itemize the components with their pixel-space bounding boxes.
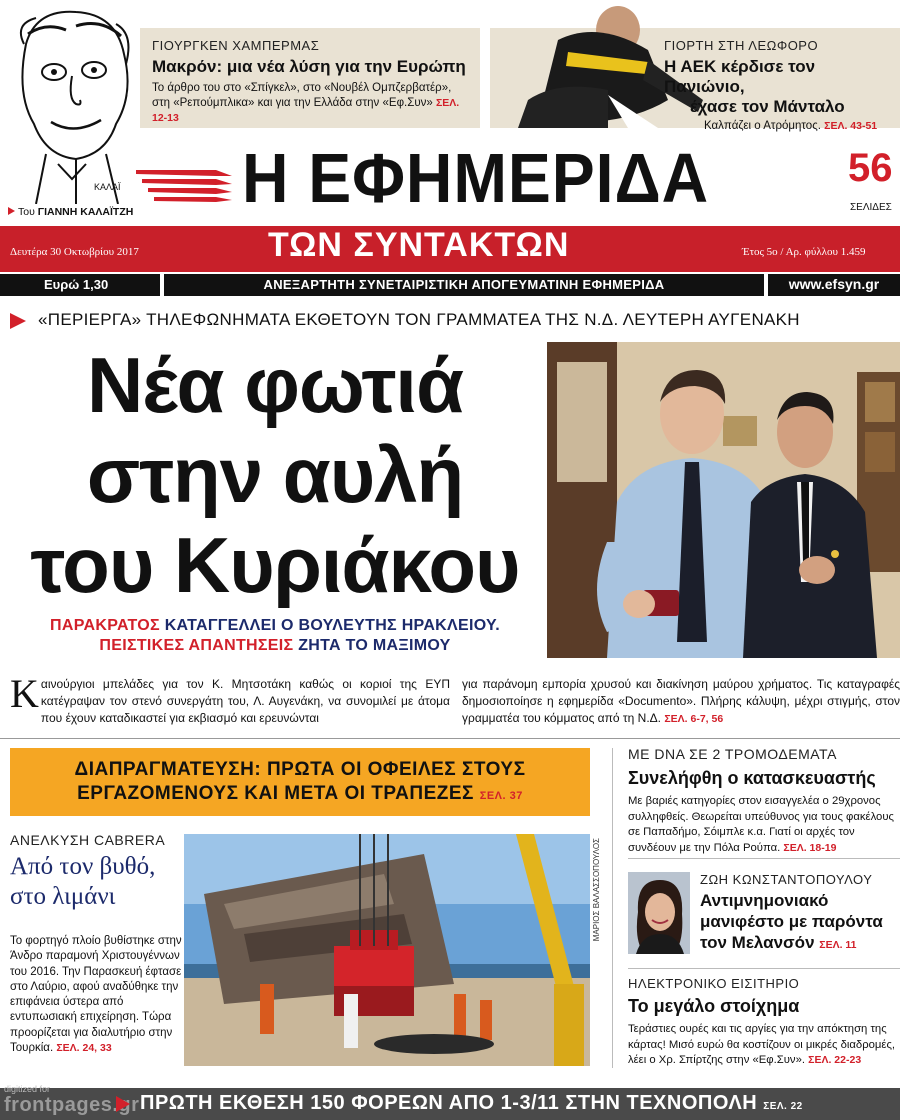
- ticket-text: Τεράστιες ουρές και τις αργίες για την απόκτηση της κάρτας! Μισό ευρώ θα κοστίζουν οι μικρές διαδρομές, λέει ο Χρ. Σπίρτζης στην «Εφ.Συν». ΣΕΛ. 22-23: [628, 1023, 896, 1066]
- top-right-page: ΣΕΛ. 43-51: [824, 120, 878, 132]
- column-divider: [612, 748, 613, 1068]
- masthead-subtitle: ΤΩΝ ΣΥΝΤΑΚΤΩΝ: [268, 226, 570, 264]
- divider: [628, 968, 900, 969]
- dropcap: Κ: [10, 671, 39, 716]
- portrait-photo: [628, 872, 690, 954]
- manifesto-page: ΣΕΛ. 11: [819, 939, 857, 951]
- main-story-page: ΣΕΛ. 6-7, 56: [664, 713, 724, 725]
- arrest-text: Με βαριές κατηγορίες στον εισαγγελέα ο 29χρονος συλληφθείς. Θεωρείται υπεύθυνος για τους φακέλους σε Παπαδήμο, Σόιμπλε κ.α. Γιατί οι αρχές τον συνδέουν με την Πόλα Ρούπα. ΣΕΛ. 18-19: [628, 795, 894, 854]
- tagline: ΑΝΕΞΑΡΤΗΤΗ ΣΥΝΕΤΑΙΡΙΣΤΙΚΗ ΑΠΟΓΕΥΜΑΤΙΝΗ ΕΦΗΜΕΡΙΔΑ: [164, 274, 764, 296]
- masthead-pen-logo-icon: [136, 164, 236, 204]
- cabrera-kicker: ΑΝΕΛΚΥΣΗ CABRERA: [10, 832, 166, 848]
- top-right-text: Καλπάζει ο Ατρόμητος. ΣΕΛ. 43-51: [704, 120, 878, 132]
- caricature-credit: Του ΓΙΑΝΝΗ ΚΑΛΑΪΤΖΗ: [8, 206, 133, 218]
- bottom-banner-text[interactable]: ΠΡΩΤΗ ΕΚΘΕΣΗ 150 ΦΟΡΕΩΝ ΑΠΟ 1-3/11 ΣΤΗΝ ΤΕΧΝΟΠΟΛΗ ΣΕΛ. 22: [140, 1092, 803, 1114]
- main-story-kicker: «ΠΕΡΙΕΡΓΑ» ΤΗΛΕΦΩΝΗΜΑΤΑ ΕΚΘΕΤΟΥΝ ΤΟΝ ΓΡΑΜΜΑΤΕΑ ΤΗΣ Ν.Δ. ΛΕΥΤΕΡΗ ΑΥΓΕΝΑΚΗ: [10, 310, 800, 330]
- top-left-kicker: ΓΙΟΥΡΓΚΕΝ ΧΑΜΠΕΡΜΑΣ: [152, 38, 320, 53]
- top-left-text: Το άρθρο του στο «Σπίγκελ», στο «Νουβέλ Ομπζερβατέρ», στη «Ρεπούμπλικα» και για την Ελλάδα στην «Εφ.Συν» ΣΕΛ. 12-13: [152, 82, 460, 124]
- main-story-lead-left: Καινούργιοι μπελάδες για τον Κ. Μητσοτάκη καθώς οι κοριοί της ΕΥΠ κατέγραψαν τον στενό συνεργάτη του, Λ. Αυγενάκη, να συνομιλεί με άτομα που έχουν καταδικαστεί για εκβιασμό και ερευνώνται: [10, 671, 450, 725]
- divider: [0, 738, 900, 739]
- arrest-kicker: ΜΕ DNA ΣΕ 2 ΤΡΟΜΟΔΕΜΑΤΑ: [628, 746, 837, 762]
- watermark: frontpages.gr: [4, 1094, 140, 1116]
- divider: [628, 858, 900, 859]
- top-left-title[interactable]: Μακρόν: μια νέα λύση για την Ευρώπη: [152, 57, 466, 76]
- cabrera-page: ΣΕΛ. 24, 33: [56, 1042, 112, 1055]
- issue-date: Δευτέρα 30 Οκτωβρίου 2017: [10, 246, 139, 258]
- top-left-page: ΣΕΛ. 12-13: [152, 97, 460, 124]
- top-right-title[interactable]: Η ΑΕΚ κέρδισε τον Πανιώνιο, έχασε τον Μάνταλο: [664, 57, 845, 116]
- caricature-drawing: [6, 4, 138, 204]
- main-headline[interactable]: Νέα φωτιά στην αυλή του Κυριάκου: [30, 341, 520, 609]
- ship-salvage-photo: [184, 834, 590, 1066]
- masthead-title[interactable]: Η ΕΦΗΜΕΡΙΔΑ: [242, 139, 710, 217]
- negotiation-banner[interactable]: ΔΙΑΠΡΑΓΜΑΤΕΥΣΗ: ΠΡΩΤΑ ΟΙ ΟΦΕΙΛΕΣ ΣΤΟΥΣ ΕΡΓΑΖΟΜΕΝΟΥΣ ΚΑΙ ΜΕΤΑ ΟΙ ΤΡΑΠΕΖΕΣ ΣΕΛ. 37: [10, 748, 590, 816]
- manifesto-kicker: ΖΩΗ ΚΩΝΣΤΑΝΤΟΠΟΥΛΟΥ: [700, 872, 873, 887]
- pages-label: ΣΕΛΙΔΕΣ: [850, 202, 892, 213]
- main-story-lead-right: για παράνομη εμπορία χρυσού και διακίνηση μαύρου χρήματος. Τις καταγραφές δημοσιοποίησε η εφημερίδα «Documento». Πλήρης κάλυψη, μέχρι στιγμής, στον γραμματέα του κόμματος από τη Ν.Δ. ΣΕΛ. 6-7, 56: [462, 677, 900, 725]
- manifesto-title[interactable]: Αντιμνημονιακό μανιφέστο με παρόντα τον Μελανσόν ΣΕΛ. 11: [700, 891, 883, 952]
- website-link[interactable]: www.efsyn.gr: [768, 274, 900, 296]
- arrest-page: ΣΕΛ. 18-19: [783, 841, 837, 854]
- ticket-page: ΣΕΛ. 22-23: [808, 1054, 862, 1066]
- top-story-left[interactable]: [140, 28, 480, 128]
- watermark-small: digitized for: [4, 1084, 51, 1094]
- caricature-signature: ΚΑΛΑΪ: [94, 182, 121, 192]
- top-story-right[interactable]: [490, 28, 900, 132]
- pages-count: 56: [848, 146, 893, 190]
- issue-number: Έτος 5ο / Αρ. φύλλου 1.459: [742, 246, 866, 258]
- red-arrow-icon: [116, 1096, 130, 1112]
- ticket-title[interactable]: Το μεγάλο στοίχημα: [628, 996, 800, 1016]
- top-right-kicker: ΓΙΟΡΤΗ ΣΤΗ ΛΕΩΦΟΡΟ: [664, 38, 819, 53]
- cabrera-title[interactable]: Από τον βυθό, στο λιμάνι: [10, 853, 156, 910]
- red-arrow-icon: [10, 313, 26, 329]
- main-story-subhead: ΠΑΡΑΚΡΑΤΟΣ ΚΑΤΑΓΓΕΛΛΕΙ Ο ΒΟΥΛΕΥΤΗΣ ΗΡΑΚΛΕΙΟΥ. ΠΕΙΣΤΙΚΕΣ ΑΠΑΝΤΗΣΕΙΣ ΖΗΤΑ ΤΟ ΜΑΞΙΜΟΥ: [50, 617, 500, 654]
- negotiation-page: ΣΕΛ. 37: [479, 790, 523, 802]
- bottom-banner-page: ΣΕΛ. 22: [763, 1101, 803, 1112]
- arrest-title[interactable]: Συνελήφθη ο κατασκευαστής: [628, 768, 876, 788]
- main-story-photo: [547, 342, 900, 658]
- ticket-kicker: ΗΛΕΚΤΡΟΝΙΚΟ ΕΙΣΙΤΗΡΙΟ: [628, 976, 800, 991]
- photo-credit: ΜΑΡΙΟΣ ΒΑΛΑΣΣΟΠΟΥΛΟΣ: [592, 838, 601, 942]
- price-label: Ευρώ 1,30: [0, 274, 160, 296]
- cabrera-text: Το φορτηγό πλοίο βυθίστηκε στην Άνδρο παραμονή Χριστουγέννων του 2016. Την Παρασκευή έφτασε στο Λαύριο, αφού αναδύθηκε την επιφάνεια ύστερα από εντυπωσιακή επιχείρηση. Τώρα προορίζεται για διαλυτήριο στην Τουρκία. ΣΕΛ. 24, 33: [10, 935, 182, 1055]
